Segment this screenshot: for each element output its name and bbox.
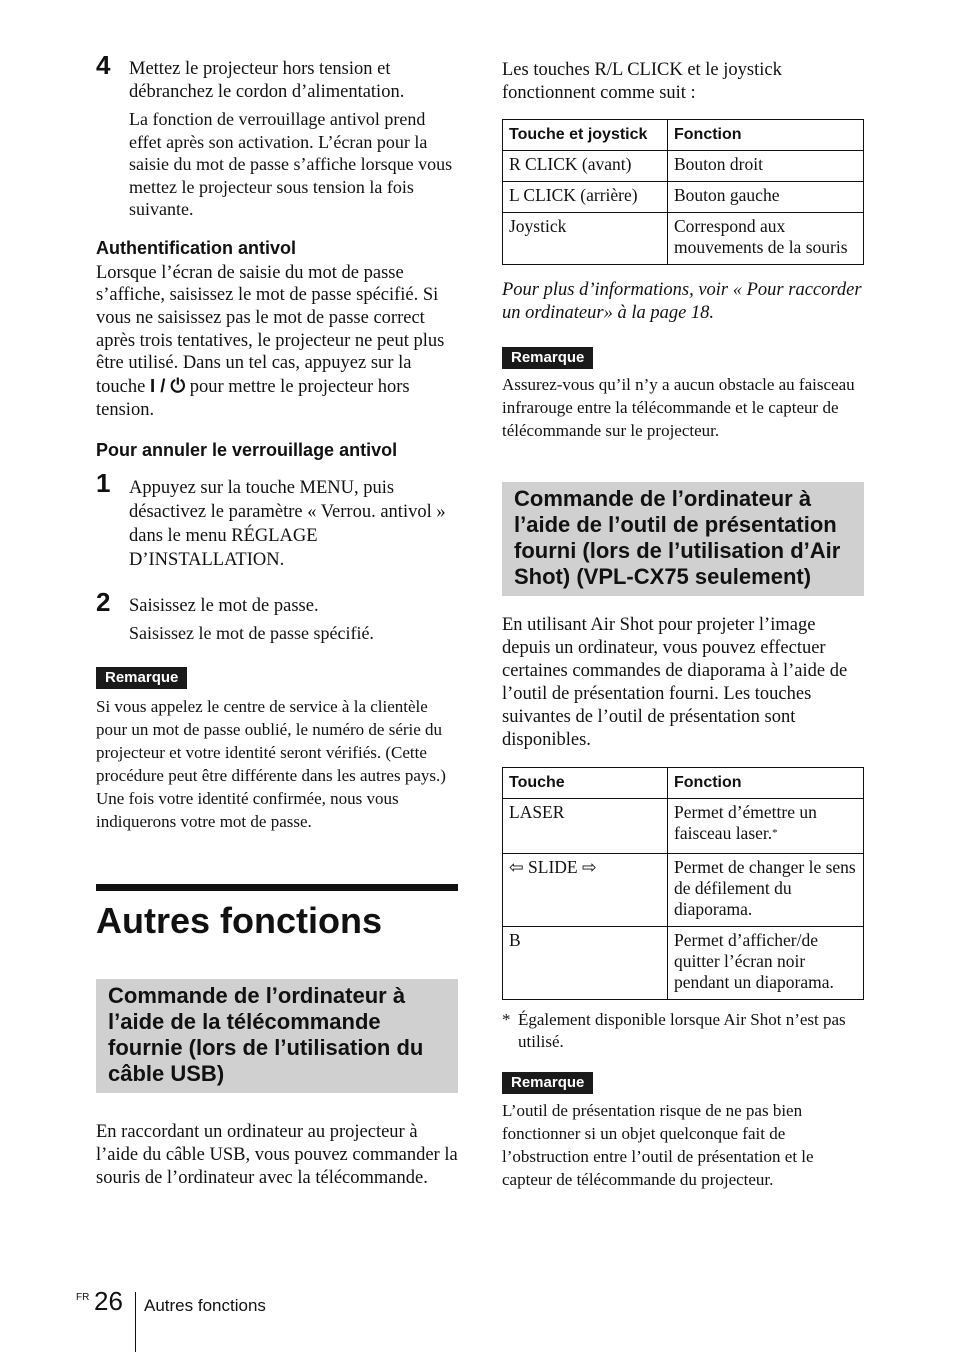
- table-header-row: [503, 768, 864, 799]
- note-badge: Remarque: [502, 347, 593, 369]
- cancel-step-2-number: 2: [96, 587, 111, 618]
- table-header-cell: Touche et joystick: [503, 120, 668, 151]
- footnote-star: *: [502, 1010, 511, 1029]
- language-code: FR: [76, 1292, 90, 1303]
- table-row: [503, 799, 864, 854]
- table-header-cell: Touche: [503, 768, 668, 799]
- section-usb-text: En raccordant un ordinateur au projecteur à l’aide du câble USB, vous pouvez commander la souris de l’ordinateur avec la télécommande.: [96, 1122, 458, 1189]
- cancel-step-2: [96, 587, 458, 645]
- auth-text: [96, 262, 458, 422]
- table-cell: Permet de changer le sens de défilement du diaporama.: [668, 854, 864, 927]
- step-4-number: 4: [96, 50, 111, 80]
- table-row: [503, 927, 864, 1000]
- table-cell: LASER: [503, 799, 668, 854]
- cancel-step-1-text: Appuyez sur la touche MENU, puis désactivez le paramètre « Verrou. antivol » dans le menu RÉGLAGE D’INSTALLATION.: [129, 478, 446, 571]
- table-row: [503, 213, 864, 265]
- note-right-1: [502, 347, 864, 442]
- auth-heading: Authentification antivol: [96, 237, 296, 258]
- table-header-row: [503, 120, 864, 151]
- note-badge: Remarque: [96, 667, 187, 689]
- reference-text: Pour plus d’informations, voir « Pour raccorder un ordinateur» à la page 18.: [502, 280, 862, 323]
- chapter-rule: [96, 884, 458, 891]
- left-column: [96, 50, 458, 1190]
- footnote: [502, 1009, 864, 1053]
- cancel-step-1: [96, 468, 458, 572]
- footnote-text: Également disponible lorsque Air Shot n’est pas utilisé.: [518, 1010, 846, 1051]
- footer-divider: [135, 1292, 136, 1352]
- note-right-2: [502, 1072, 864, 1191]
- table-row: [503, 854, 864, 927]
- table-cell: Correspond aux mouvements de la souris: [668, 213, 864, 265]
- table-cell: ⇦ SLIDE ⇨: [503, 854, 668, 927]
- cancel-heading: Pour annuler le verrouillage antivol: [96, 440, 398, 461]
- page-number: 26: [94, 1286, 123, 1316]
- table-cell: Bouton droit: [668, 151, 864, 182]
- cancel-step-2-text: Saisissez le mot de passe.: [129, 596, 319, 617]
- table-click-joystick: [502, 119, 864, 265]
- right-column: [502, 56, 864, 1191]
- section-airshot-text: En utilisant Air Shot pour projeter l’image depuis un ordinateur, vous pouvez effectuer certaines commandes de diaporama à l’aide de l’outil de présentation fourni. Les touches suivantes de l’outil de présentation sont disponibles.: [502, 615, 848, 750]
- note-text: L’outil de présentation risque de ne pas bien fonctionner si un objet quelconque fait de l’obstruction entre l’outil de présentation et le capteur de télécommande du projecteur.: [502, 1101, 814, 1189]
- cancel-step-2-detail: Saisissez le mot de passe spécifié.: [129, 623, 374, 644]
- table-row: [503, 151, 864, 182]
- chapter-title: Autres fonctions: [96, 900, 383, 942]
- section-title-airshot: Commande de l’ordinateur à l’aide de l’outil de présentation fourni (lors de l’utilisation d’Air Shot) (VPL-CX75 seulement): [502, 482, 864, 596]
- step-4-detail: La fonction de verrouillage antivol prend effet après son activation. L’écran pour la saisie du mot de passe s’affiche lorsque vous mettez le projecteur sous tension la fois suivante.: [129, 109, 453, 219]
- table-row: [503, 182, 864, 213]
- cancel-step-1-number: 1: [96, 468, 111, 499]
- note-text: Si vous appelez le centre de service à la clientèle pour un mot de passe oublié, le numéro de série du projecteur et votre identité seront vérifiés. (Cette procédure peut être différente dans les autres pays.) Une fois votre identité confirmée, nous vous indiquerons votre mot de passe.: [96, 697, 446, 832]
- footnote-marker: *: [772, 827, 778, 839]
- step-4: [96, 50, 458, 221]
- table-header-cell: Fonction: [668, 120, 864, 151]
- table-presentation-tool: [502, 767, 864, 1000]
- table-cell: B: [503, 927, 668, 1000]
- intro-text: Les touches R/L CLICK et le joystick fonctionnent comme suit :: [502, 60, 782, 103]
- power-icon: I / ⏻: [149, 375, 186, 397]
- table-cell: Joystick: [503, 213, 668, 265]
- note-left: [96, 667, 458, 833]
- table-cell: Permet d’émettre un faisceau laser.*: [668, 799, 864, 854]
- footer-label: Autres fonctions: [144, 1296, 266, 1315]
- auth-text-before: Lorsque l’écran de saisie du mot de passe s’affiche, saisissez le mot de passe spécifié. Si vous ne saisissez pas le mot de passe correct après trois tentatives, le projecteur ne peut plus être utilisé. Dans un tel cas, appuyez sur la touche: [96, 262, 445, 398]
- table-cell: L CLICK (arrière): [503, 182, 668, 213]
- section-title-usb: Commande de l’ordinateur à l’aide de la télécommande fournie (lors de l’utilisation du câble USB): [96, 979, 458, 1093]
- note-text: Assurez-vous qu’il n’y a aucun obstacle au faisceau infrarouge entre la télécommande et le capteur de télécommande sur le projecteur.: [502, 375, 855, 440]
- auth-text-after: pour mettre le projecteur hors tension.: [96, 377, 410, 420]
- table-header-cell: Fonction: [668, 768, 864, 799]
- table-cell: Bouton gauche: [668, 182, 864, 213]
- table-cell: Permet d’afficher/de quitter l’écran noir pendant un diaporama.: [668, 927, 864, 1000]
- note-badge: Remarque: [502, 1072, 593, 1094]
- table-cell: R CLICK (avant): [503, 151, 668, 182]
- step-4-text: Mettez le projecteur hors tension et débranchez le cordon d’alimentation.: [129, 59, 405, 102]
